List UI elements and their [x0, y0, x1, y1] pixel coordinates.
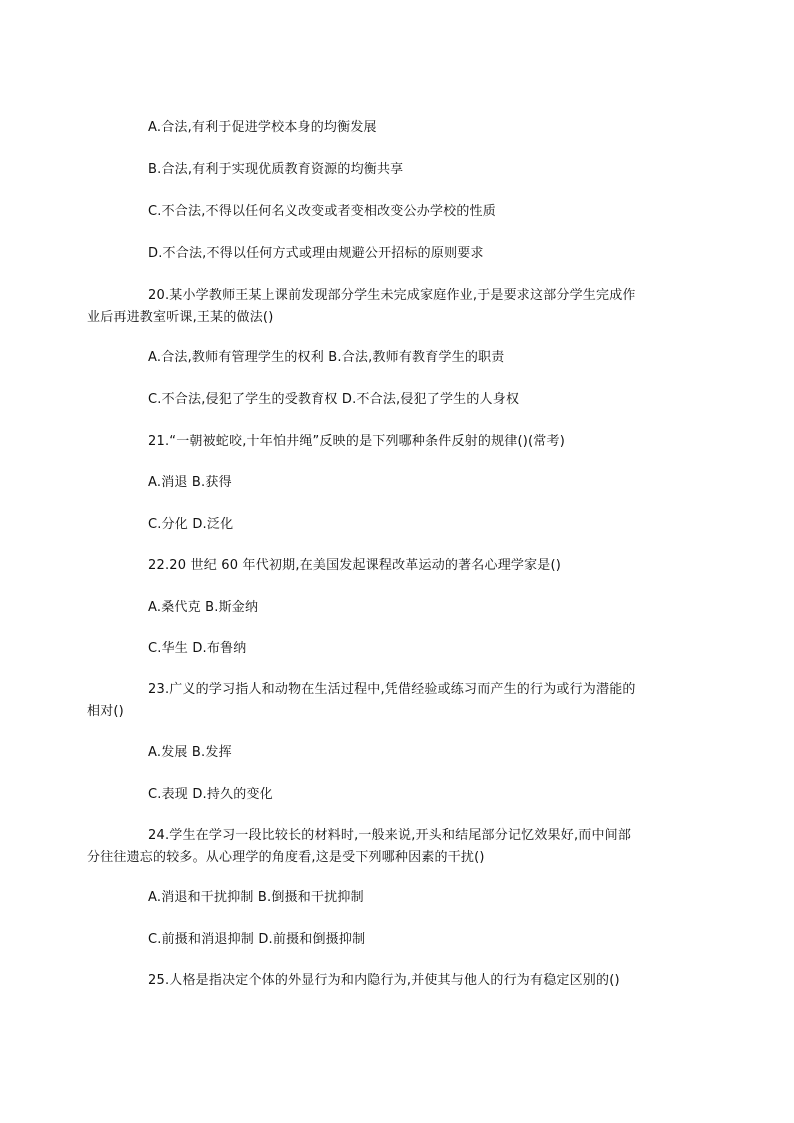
question-20: [87, 285, 677, 329]
question-20-line-2: 业后再进教室听课,王某的做法(): [87, 310, 274, 325]
question-23-line-2: 相对(): [87, 704, 124, 719]
q20-options-ab: A.合法,教师有管理学生的权利 B.合法,教师有教育学生的职责: [148, 350, 505, 365]
q24-options-ab: A.消退和干扰抑制 B.倒摄和干扰抑制: [148, 890, 364, 905]
question-24-line-2: 分往往遗忘的较多。从心理学的角度看,这是受下列哪种因素的干扰(): [87, 850, 485, 865]
q22-options-ab: A.桑代克 B.斯金纳: [148, 600, 259, 615]
q19-option-b: B.合法,有利于实现优质教育资源的均衡共享: [148, 162, 404, 177]
q19-option-a: A.合法,有利于促进学校本身的均衡发展: [148, 120, 377, 135]
question-24-line-1: 24.学生在学习一段比较长的材料时,一般来说,开头和结尾部分记忆效果好,而中间部: [148, 828, 632, 843]
q24-options-cd: C.前摄和消退抑制 D.前摄和倒摄抑制: [148, 932, 366, 947]
question-20-line-1: 20.某小学教师王某上课前发现部分学生未完成家庭作业,于是要求这部分学生完成作: [148, 288, 636, 303]
question-23: [87, 679, 677, 723]
question-21: 21.“一朝被蛇咬,十年怕井绳”反映的是下列哪种条件反射的规律()(常考): [148, 434, 565, 449]
q23-options-ab: A.发展 B.发挥: [148, 745, 232, 760]
q22-options-cd: C.华生 D.布鲁纳: [148, 641, 247, 656]
q19-option-d: D.不合法,不得以任何方式或理由规避公开招标的原则要求: [148, 246, 484, 261]
question-24: [87, 825, 677, 869]
q21-options-ab: A.消退 B.获得: [148, 475, 232, 490]
q20-options-cd: C.不合法,侵犯了学生的受教育权 D.不合法,侵犯了学生的人身权: [148, 392, 520, 407]
question-23-line-1: 23.广义的学习指人和动物在生活过程中,凭借经验或练习而产生的行为或行为潜能的: [148, 682, 636, 697]
question-22: 22.20 世纪 60 年代初期,在美国发起课程改革运动的著名心理学家是(): [148, 558, 562, 573]
question-25: 25.人格是指决定个体的外显行为和内隐行为,并使其与他人的行为有稳定区别的(): [148, 973, 620, 988]
q21-options-cd: C.分化 D.泛化: [148, 517, 234, 532]
q23-options-cd: C.表现 D.持久的变化: [148, 787, 273, 802]
q19-option-c: C.不合法,不得以任何名义改变或者变相改变公办学校的性质: [148, 204, 496, 219]
